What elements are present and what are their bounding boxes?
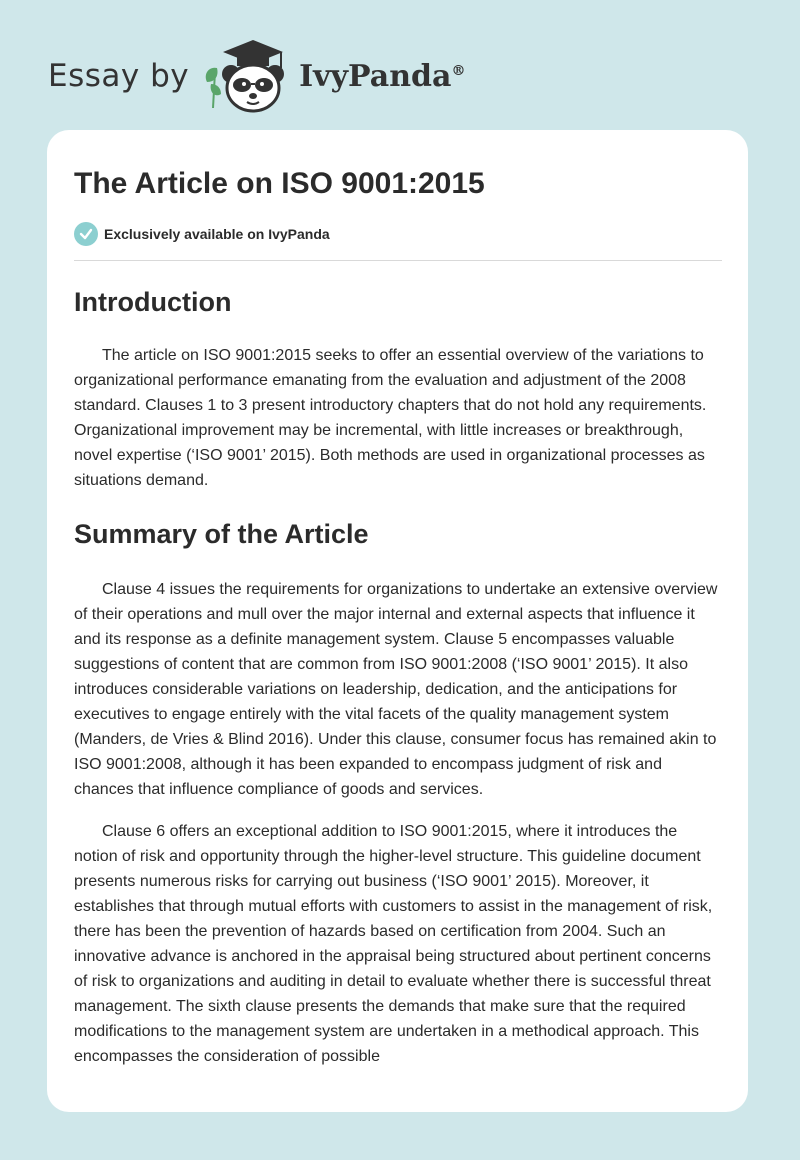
article-card — [47, 130, 748, 1112]
divider — [74, 260, 722, 261]
brand-name — [299, 59, 465, 94]
registered-mark: ® — [451, 62, 466, 79]
paragraph: Clause 4 issues the requirements for organizations to undertake an extensive overview of their operations and mull over the major internal and external aspects that influence it and its response as a definite management system. Clause 5 encompasses valuable suggestions of content that are common from ISO 9001:2008 (‘ISO 9001’ 2015). It also introduces considerable variations on leadership, dedication, and the anticipations for executives to engage entirely with the vital facets of the quality management system (Manders, de Vries & Blind 2016). Under this clause, consumer focus has remained akin to ISO 9001:2008, although it has been expanded to encompass judgment of risk and chances that influence compliance of goods and services. — [74, 581, 718, 798]
brand-name-text: IvyPanda — [299, 58, 452, 94]
paragraph: The article on ISO 9001:2015 seeks to offer an essential overview of the variations to organizational performance emanating from the evaluation and adjustment of the 2008 standard. Clauses 1 to 3 present introductory chapters that do not hold any requirements. Organizational improvement may be incremental, with little increases or breakthrough, novel expertise (‘ISO 9001’ 2015). Both methods are used in organizational processes as situations demand. — [74, 347, 707, 489]
brand-header — [48, 36, 465, 116]
section-heading: Summary of the Article — [74, 519, 369, 549]
exclusive-badge-text: Exclusively available on IvyPanda — [104, 226, 330, 242]
panda-logo-icon — [201, 38, 293, 114]
paragraph: Clause 6 offers an exceptional addition to ISO 9001:2015, where it introduces the notion of risk and opportunity through the higher-level structure. This guideline document presents numerous risks for carrying out business (‘ISO 9001’ 2015). Moreover, it establishes that through mutual efforts with customers to assist in the management of risk, there has been the prevention of hazards based on certification from 2004. Such an innovative advance is anchored in the appraisal being structured about pertinent concerns of risk to organizations and auditing in detail to evaluate whether there is successful threat management. The sixth clause presents the demands that make sure that the required modifications to the management system are undertaken in a methodical approach. This encompasses the consideration of possible — [74, 823, 713, 1065]
section-introduction — [74, 285, 722, 493]
article-title: The Article on ISO 9001:2015 — [74, 167, 485, 200]
section-heading: Introduction — [74, 287, 232, 317]
check-circle-icon — [74, 222, 98, 246]
section-summary — [74, 517, 722, 1069]
brand-prefix: Essay by — [48, 58, 190, 94]
exclusive-badge — [74, 222, 722, 246]
